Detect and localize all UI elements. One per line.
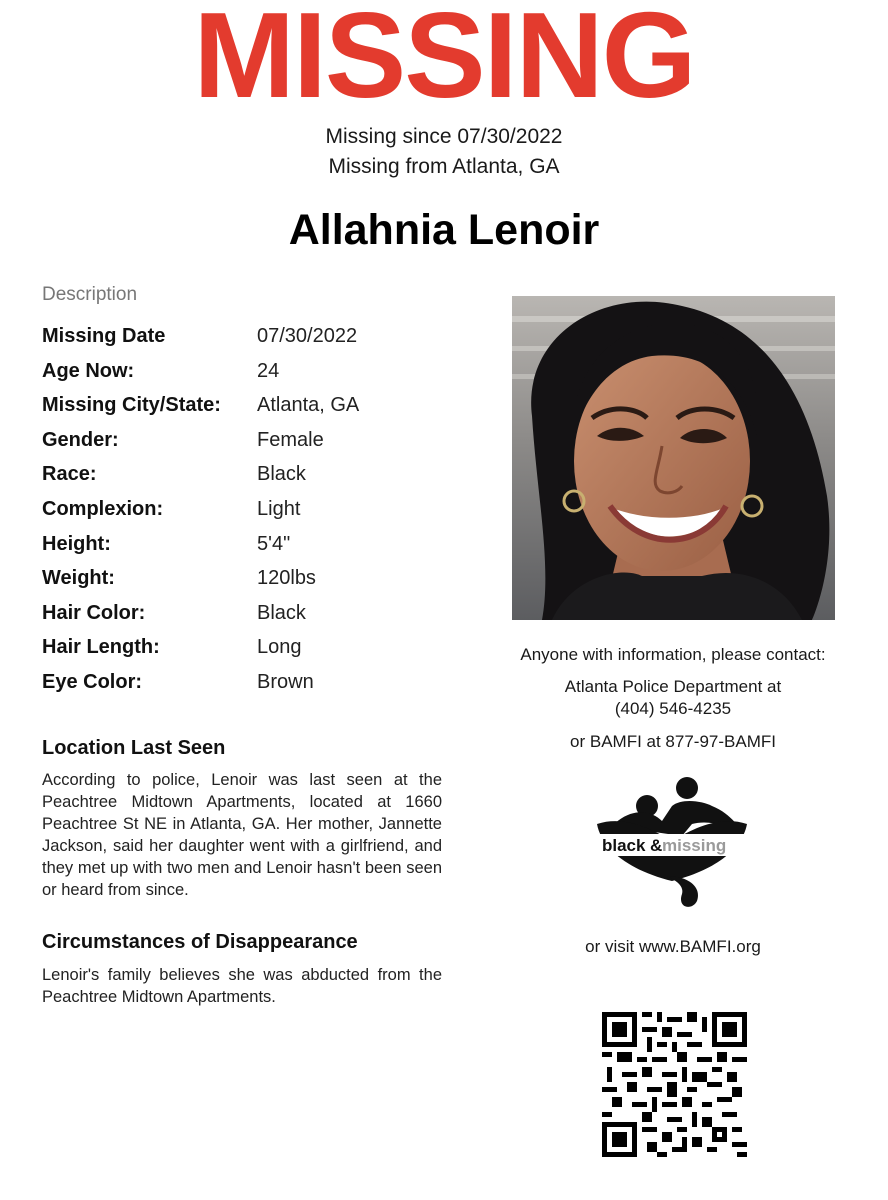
contact-police-line: Atlanta Police Department at [564,677,782,696]
location-last-seen-title: Location Last Seen [42,737,226,759]
qr-code[interactable] [602,1012,747,1157]
visit-website-line: or visit www.BAMFI.org [585,937,761,956]
missing-from-text: Missing from Atlanta, GA [328,155,560,178]
location-last-seen-text: According to police, Lenoir was last seen at the Peachtree Midtown Apartments, located at 1660 Peachtree St NE in Atlanta, GA. Her mother, Jannette Jackson, said her daughter went with a girlfriend, and they met up with two men and Lenoir hasn't been seen or heard from since. [42,771,442,899]
detail-label: Missing City/State: [42,394,221,416]
description-heading: Description [42,284,138,305]
detail-label: Hair Color: [42,602,146,624]
detail-label: Missing Date [42,325,166,347]
detail-row-race [42,459,462,489]
contact-police-phone: (404) 546-4235 [614,699,732,718]
detail-value: Black [257,463,306,485]
person-name: Allahnia Lenoir [288,206,600,254]
detail-row-gender [42,425,462,455]
missing-headline: MISSING [193,0,695,123]
detail-label: Age Now: [42,360,135,382]
detail-row-hair-color [42,598,462,628]
detail-row-age [42,356,462,386]
detail-row-city-state [42,390,462,420]
detail-value: 5'4" [257,533,291,555]
detail-value: Black [257,602,306,624]
person-photo [512,296,835,620]
detail-label: Hair Length: [42,636,160,658]
detail-row-height [42,529,462,559]
detail-label: Height: [42,533,111,555]
detail-row-complexion [42,494,462,524]
detail-label: Gender: [42,429,119,451]
detail-value: 24 [257,360,280,382]
black-and-missing-logo [592,776,752,911]
detail-value: Female [257,429,324,451]
detail-value: 120lbs [257,567,316,589]
logo-text-missing: missing [662,836,727,855]
detail-row-eye-color [42,667,462,697]
logo-text-black: black [602,836,646,855]
circumstances-text: Lenoir's family believes she was abducted from the Peachtree Midtown Apartments. [42,966,442,1006]
detail-label: Eye Color: [42,671,143,693]
circumstances-title: Circumstances of Disappearance [42,931,358,953]
detail-value: Brown [257,671,314,693]
detail-row-hair-length [42,632,462,662]
detail-row-weight [42,563,462,593]
contact-bamfi-line: or BAMFI at 877-97-BAMFI [570,732,776,751]
detail-value: Light [257,498,301,520]
missing-since-text: Missing since 07/30/2022 [325,125,563,148]
detail-value: Atlanta, GA [257,394,360,416]
detail-row-missing-date [42,321,462,351]
detail-label: Race: [42,463,97,485]
detail-value: Long [257,636,302,658]
detail-label: Weight: [42,567,115,589]
detail-label: Complexion: [42,498,164,520]
contact-intro: Anyone with information, please contact: [520,645,826,664]
detail-value: 07/30/2022 [257,325,358,347]
logo-text-amp: & [650,836,663,855]
